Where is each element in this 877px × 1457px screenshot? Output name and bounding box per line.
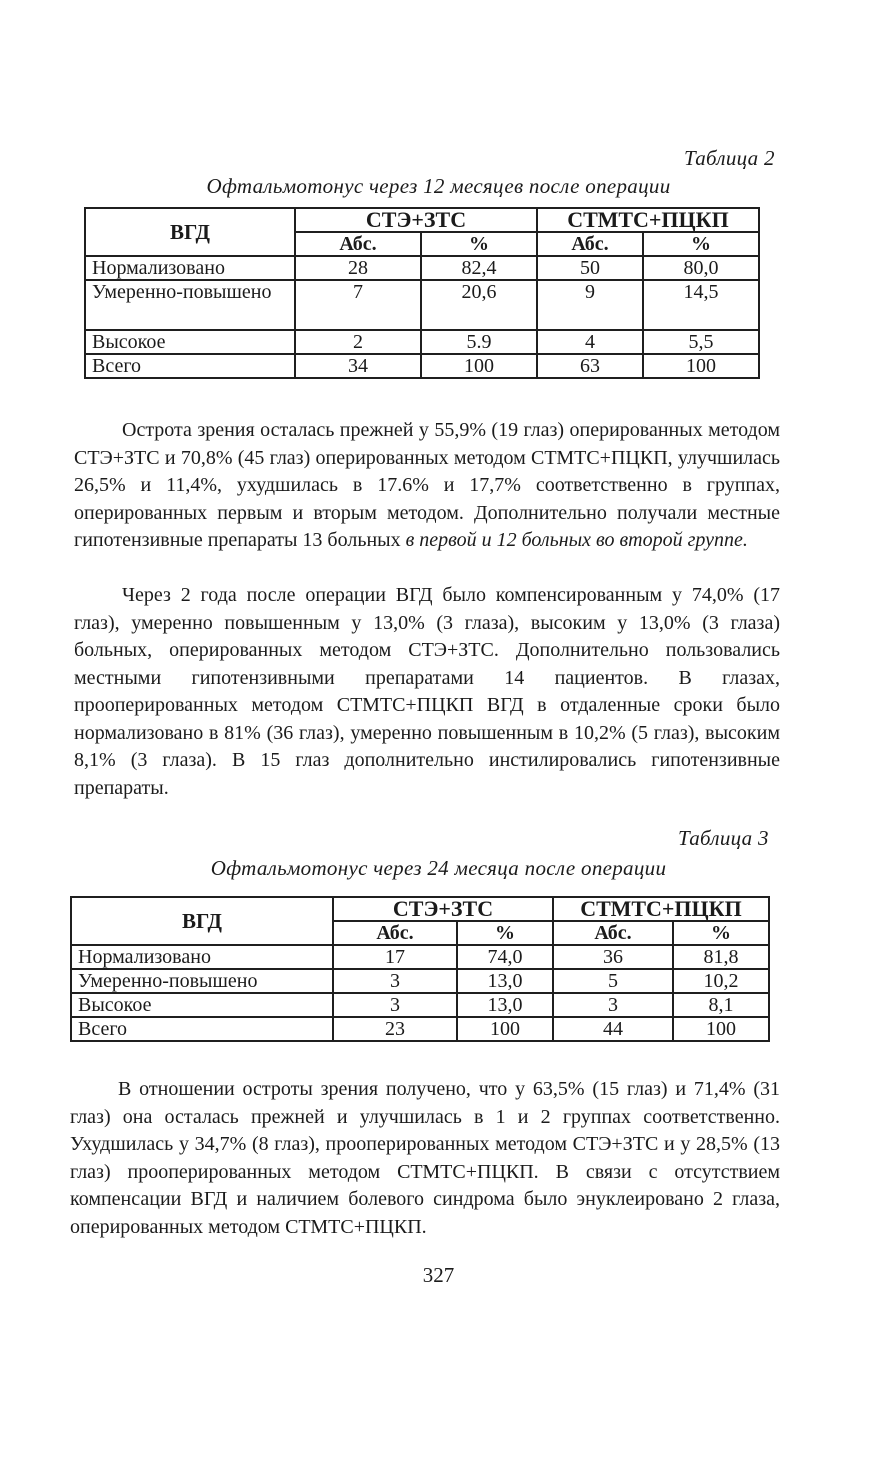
paragraph-2: Через 2 года после операции ВГД было компенсированным у 74,0% (17 глаз), умеренно повышенным у 13,0% (3 глаза), высоким у 13,0% (3 глаза) больных, оперированных методом СТЭ+ЗТС. Дополнительно пользовались местными гипотензивными препаратами 14 пациентов. В глазах, прооперированных методом СТМТС+ПЦКП ВГД в отдаленные сроки было нормализовано в 81% (36 глаз), умеренно повышенным в 10,2% (5 глаз), высоким 8,1% (3 глаза). В 15 глаз дополнительно инстилировались гипотензивные препараты. — [74, 584, 780, 799]
table2-header-row — [85, 208, 759, 232]
table-row — [71, 1017, 769, 1041]
table3-header-group2: СТМТС+ПЦКП — [553, 897, 769, 921]
cell-value: 100 — [457, 1017, 553, 1041]
table2-subheader-pct: % — [421, 232, 537, 256]
cell-value: 8,1 — [673, 993, 769, 1017]
table-row — [85, 354, 759, 378]
cell-value: 50 — [537, 256, 643, 280]
paragraph-1-italic: в первой и 12 больных во второй группе. — [405, 529, 748, 551]
cell-value: 81,8 — [673, 945, 769, 969]
page-number: 327 — [422, 1263, 455, 1287]
cell-value: 74,0 — [457, 945, 553, 969]
cell-value: 9 — [537, 280, 643, 330]
table-row — [85, 280, 759, 330]
cell-value: 3 — [553, 993, 673, 1017]
cell-value: 63 — [537, 354, 643, 378]
cell-value: 5 — [553, 969, 673, 993]
table2-title: Офтальмотонус через 12 месяцев после операции — [206, 174, 671, 198]
paragraph-1-text: Острота зрения осталась прежней у 55,9% (19 глаз) оперированных методом СТЭ+ЗТС и 70,8% (45 глаз) оперированных методом СТМТС+ПЦКП, улучшилась 26,5% и 11,4%, ухудшилась в 17.6% и 17,7% соответственно в группах, оперированных первым и вторым методом. Дополнительно получали местные гипотензивные препараты 13 больных — [74, 419, 780, 551]
cell-value: 20,6 — [421, 280, 537, 330]
cell-value: 44 — [553, 1017, 673, 1041]
table2-header-group2: СТМТС+ПЦКП — [537, 208, 759, 232]
cell-value: 3 — [333, 993, 457, 1017]
cell-value: 2 — [295, 330, 421, 354]
cell-value: 80,0 — [643, 256, 759, 280]
row-label: Высокое — [71, 993, 333, 1017]
cell-value: 13,0 — [457, 969, 553, 993]
cell-value: 14,5 — [643, 280, 759, 330]
table-row — [85, 330, 759, 354]
cell-value: 4 — [537, 330, 643, 354]
cell-value: 100 — [673, 1017, 769, 1041]
table3-subheader-pct: % — [673, 921, 769, 945]
table-row — [85, 256, 759, 280]
table2-header-vgd: ВГД — [85, 208, 295, 256]
cell-value: 100 — [421, 354, 537, 378]
row-label: Всего — [71, 1017, 333, 1041]
table-row — [71, 945, 769, 969]
table-row — [71, 969, 769, 993]
cell-value: 82,4 — [421, 256, 537, 280]
table3-header-row — [71, 897, 769, 921]
table2-subheader-abs: Абс. — [537, 232, 643, 256]
row-label: Умеренно-повышено — [85, 280, 295, 330]
row-label: Высокое — [85, 330, 295, 354]
table2-subheader-pct: % — [643, 232, 759, 256]
paragraph-1 — [74, 417, 780, 555]
table2-label: Таблица 2 — [684, 146, 775, 170]
table3-header-group1: СТЭ+ЗТС — [333, 897, 553, 921]
cell-value: 100 — [643, 354, 759, 378]
cell-value: 3 — [333, 969, 457, 993]
cell-value: 17 — [333, 945, 457, 969]
table3-title: Офтальмотонус через 24 месяца после операции — [210, 856, 667, 880]
table3-subheader-abs: Абс. — [333, 921, 457, 945]
row-label: Умеренно-повышено — [71, 969, 333, 993]
cell-value: 10,2 — [673, 969, 769, 993]
cell-value: 13,0 — [457, 993, 553, 1017]
table2 — [84, 207, 760, 379]
cell-value: 28 — [295, 256, 421, 280]
table3 — [70, 896, 770, 1042]
cell-value: 5.9 — [421, 330, 537, 354]
cell-value: 36 — [553, 945, 673, 969]
table3-label: Таблица 3 — [678, 826, 769, 850]
table2-subheader-abs: Абс. — [295, 232, 421, 256]
row-label: Нормализовано — [71, 945, 333, 969]
table-row — [71, 993, 769, 1017]
cell-value: 7 — [295, 280, 421, 330]
cell-value: 34 — [295, 354, 421, 378]
row-label: Нормализовано — [85, 256, 295, 280]
table3-subheader-abs: Абс. — [553, 921, 673, 945]
cell-value: 23 — [333, 1017, 457, 1041]
table3-header-vgd: ВГД — [71, 897, 333, 945]
row-label: Всего — [85, 354, 295, 378]
cell-value: 5,5 — [643, 330, 759, 354]
paragraph-3: В отношении остроты зрения получено, что у 63,5% (15 глаз) и 71,4% (31 глаз) она осталась прежней и улучшилась в 1 и 2 группах соответственно. Ухудшилась у 34,7% (8 глаз), прооперированных методом СТЭ+ЗТС и у 28,5% (13 глаз) прооперированных методом СТМТС+ПЦКП. В связи с отсутствием компенсации ВГД и наличием болевого синдрома было энуклеировано 2 глаза, оперированных методом СТМТС+ПЦКП. — [70, 1078, 780, 1238]
table3-subheader-pct: % — [457, 921, 553, 945]
table2-header-group1: СТЭ+ЗТС — [295, 208, 537, 232]
